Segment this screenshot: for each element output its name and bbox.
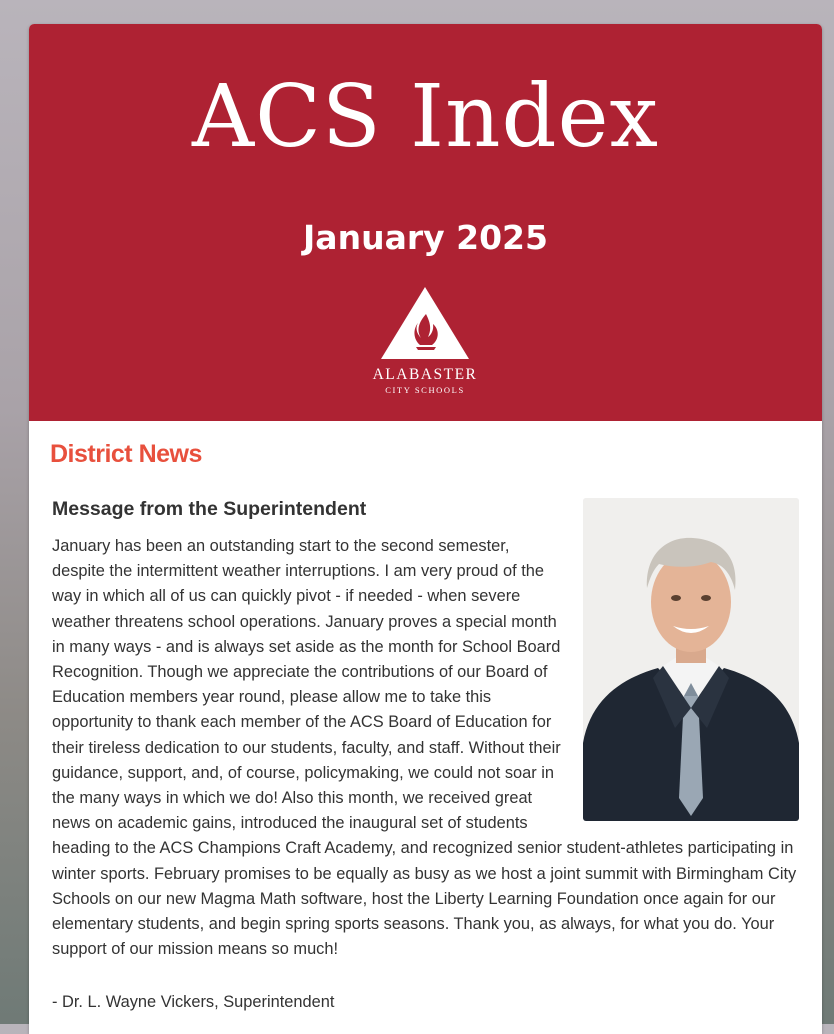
article-body	[52, 534, 802, 962]
district-logo	[369, 284, 481, 399]
article-body-text: January has been an outstanding start to the second semester, despite the intermittent weather interruptions. I am very proud of the way in which all of us can quickly pivot - if needed - when severe weather threatens school operations. January proves a special month in many ways - and is always set aside as the month for School Board Recognition. Though we appreciate the contributions of our Board of Education members year round, please allow me to take this opportunity to thank each member of the ACS Board of Education for their tireless dedication to our students, faculty, and staff. Without their guidance, support, and, of course, policymaking, we could not soar in the many ways in which we do! Also this month, we received great news on academic gains, introduced the inaugural set of students heading to the ACS Champions Craft Academy, and recognized senior student-athletes participating in winter sports. February promises to be equally as busy as we host a joint summit with Birmingham City Schools on our new Magma Math software, host the Liberty Learning Foundation once again for our elementary students, and begin spring sports seasons. Thank you, as always, for what you do. Your support of our mission means so much!	[52, 537, 797, 959]
logo-name: ALABASTER	[372, 366, 478, 383]
newsletter-title: ACS Index	[192, 67, 659, 167]
newsletter-card	[29, 24, 822, 1034]
photo-wrap-spacer	[564, 534, 802, 830]
newsletter-header	[29, 24, 822, 421]
article-title: Message from the Superintendent	[52, 498, 367, 520]
flame-triangle-icon	[369, 284, 481, 366]
section-title: District News	[50, 440, 202, 468]
newsletter-date: January 2025	[303, 218, 548, 257]
article-signature: - Dr. L. Wayne Vickers, Superintendent	[52, 993, 335, 1011]
logo-subname: CITY SCHOOLS	[385, 385, 465, 395]
